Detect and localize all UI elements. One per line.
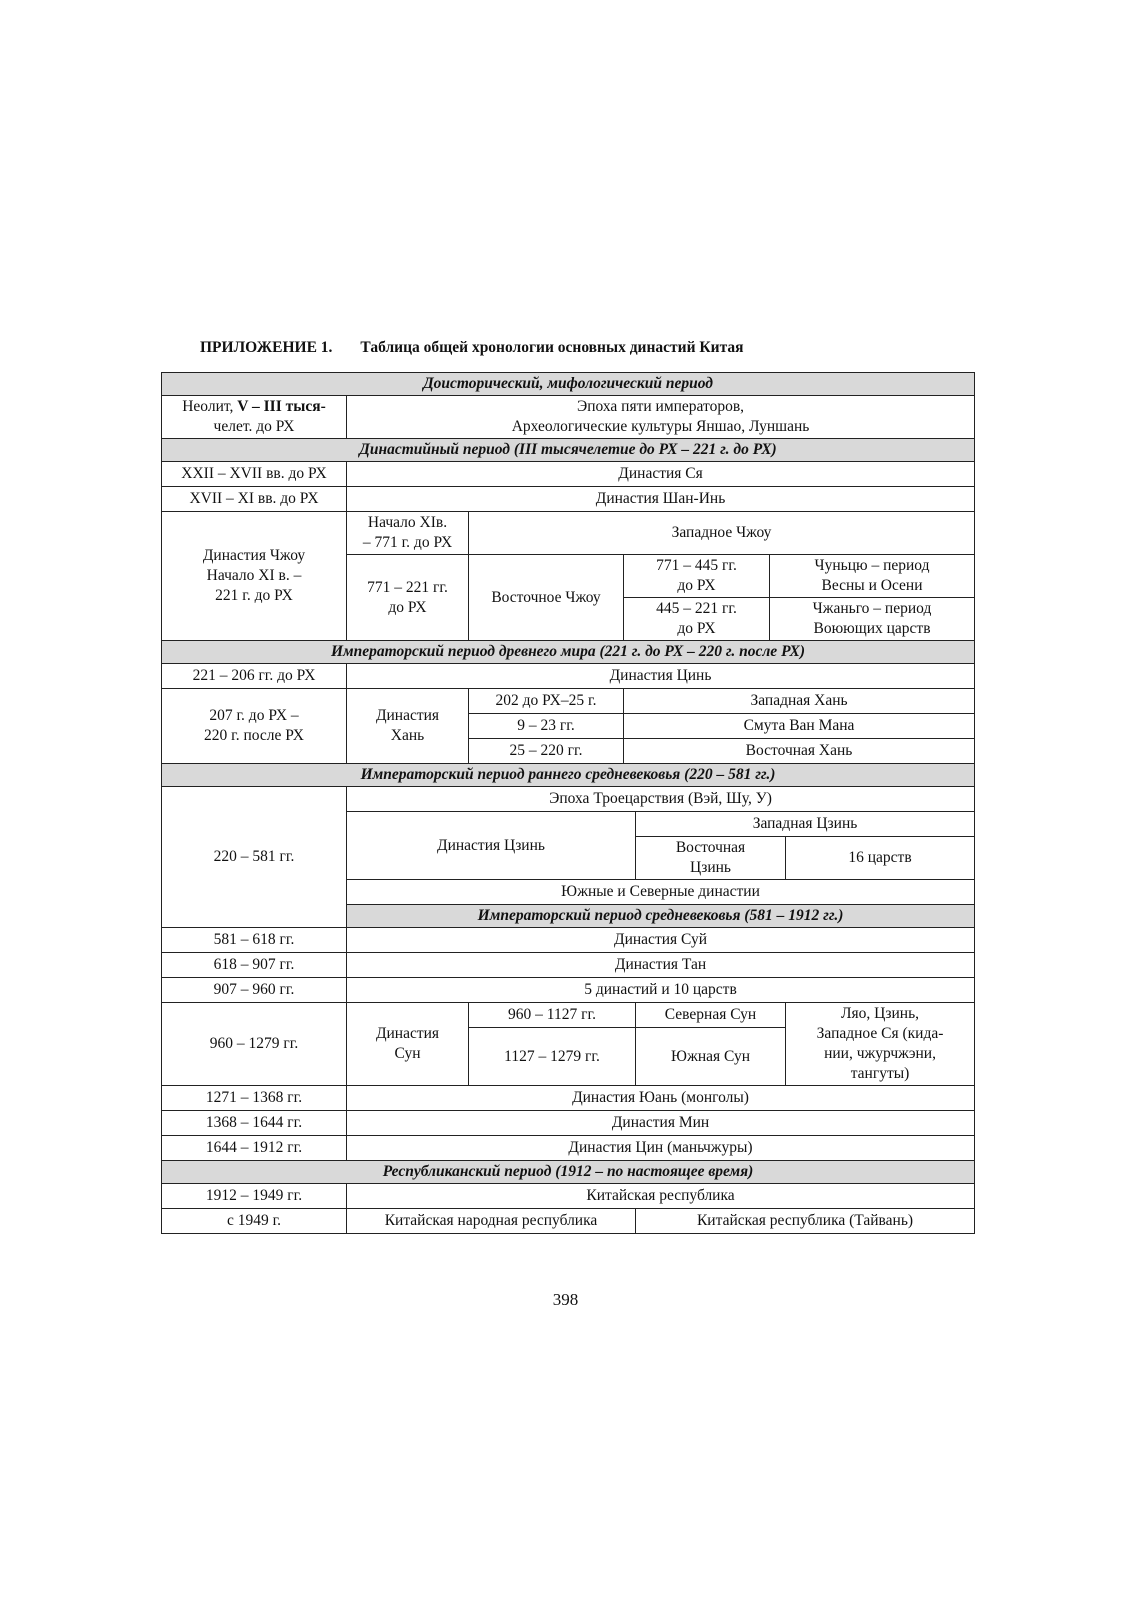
yuan-dynasty: Династия Юань (монголы) xyxy=(347,1086,975,1111)
appendix-heading xyxy=(200,339,744,357)
chronology-table xyxy=(161,372,975,1234)
sui-dynasty: Династия Суй xyxy=(347,928,975,953)
table-row xyxy=(162,664,975,689)
three-kingdoms: Эпоха Троецарствия (Вэй, Шу, У) xyxy=(347,787,975,812)
song-dynasty: Династия Сун xyxy=(347,1003,469,1086)
table-row xyxy=(162,396,975,439)
appendix-title: Таблица общей хронологии основных династий Китая xyxy=(360,339,744,356)
table-row xyxy=(162,1161,975,1184)
eastern-han-dates: 25 – 220 гг. xyxy=(469,739,624,764)
early-medieval-dates: 220 – 581 гг. xyxy=(162,787,347,928)
table-row xyxy=(162,462,975,487)
western-han: Западная Хань xyxy=(624,689,975,714)
prc-dates: с 1949 г. xyxy=(162,1209,347,1234)
spring-autumn-period: Чуньцю – период Весны и Осени xyxy=(770,555,975,598)
table-row xyxy=(162,1086,975,1111)
table-row xyxy=(162,1184,975,1209)
table-row xyxy=(162,439,975,462)
tang-dates: 618 – 907 гг. xyxy=(162,953,347,978)
liao-jin-xia: Ляо, Цзинь, Западное Ся (кида- нии, чжурчжэни, тангуты) xyxy=(786,1003,975,1086)
table-row xyxy=(162,978,975,1003)
appendix-number: ПРИЛОЖЕНИЕ 1. xyxy=(200,339,333,356)
neolith-dates: Неолит, V – III тыся- челет. до РХ xyxy=(162,396,347,439)
section-dynastic: Династийный период (III тысячелетие до РХ – 221 г. до РХ) xyxy=(162,439,975,462)
yuan-dates: 1271 – 1368 гг. xyxy=(162,1086,347,1111)
table-row xyxy=(162,953,975,978)
ming-dynasty: Династия Мин xyxy=(347,1111,975,1136)
table-row xyxy=(162,641,975,664)
warring-states-dates: 445 – 221 гг. до РХ xyxy=(624,598,770,641)
qin-dates: 221 – 206 гг. до РХ xyxy=(162,664,347,689)
table-row xyxy=(162,689,975,714)
sixteen-kingdoms: 16 царств xyxy=(786,837,975,880)
table-row xyxy=(162,928,975,953)
xia-dynasty: Династия Ся xyxy=(347,462,975,487)
eastern-jin: Восточная Цзинь xyxy=(636,837,786,880)
qing-dynasty: Династия Цин (маньчжуры) xyxy=(347,1136,975,1161)
eastern-zhou-dates: 771 – 221 гг. до РХ xyxy=(347,555,469,641)
table-row xyxy=(162,787,975,812)
section-republican: Республиканский период (1912 – по настоящее время) xyxy=(162,1161,975,1184)
table-row xyxy=(162,1111,975,1136)
section-medieval: Императорский период средневековья (581 – 1912 гг.) xyxy=(347,905,975,928)
five-dynasties: 5 династий и 10 царств xyxy=(347,978,975,1003)
ming-dates: 1368 – 1644 гг. xyxy=(162,1111,347,1136)
eastern-zhou: Восточное Чжоу xyxy=(469,555,624,641)
jin-dynasty: Династия Цзинь xyxy=(347,812,636,880)
table-row xyxy=(162,373,975,396)
zhou-dynasty: Династия Чжоу Начало XI в. – 221 г. до РХ xyxy=(162,512,347,641)
roc-dates: 1912 – 1949 гг. xyxy=(162,1184,347,1209)
qing-dates: 1644 – 1912 гг. xyxy=(162,1136,347,1161)
western-zhou: Западное Чжоу xyxy=(469,512,975,555)
southern-song-dates: 1127 – 1279 гг. xyxy=(469,1028,636,1086)
republic-of-china: Китайская республика xyxy=(347,1184,975,1209)
han-dynasty: Династия Хань xyxy=(347,689,469,764)
eastern-han: Восточная Хань xyxy=(624,739,975,764)
peoples-republic: Китайская народная республика xyxy=(347,1209,636,1234)
section-early-medieval: Императорский период раннего средневековья (220 – 581 гг.) xyxy=(162,764,975,787)
southern-northern-dynasties: Южные и Северные династии xyxy=(347,880,975,905)
western-han-dates: 202 до РХ–25 г. xyxy=(469,689,624,714)
wang-mang-turmoil: Смута Ван Мана xyxy=(624,714,975,739)
wang-mang-dates: 9 – 23 гг. xyxy=(469,714,624,739)
spring-autumn-dates: 771 – 445 гг. до РХ xyxy=(624,555,770,598)
five-dynasties-dates: 907 – 960 гг. xyxy=(162,978,347,1003)
southern-song: Южная Сун xyxy=(636,1028,786,1086)
western-jin: Западная Цзинь xyxy=(636,812,975,837)
table-row xyxy=(162,487,975,512)
table-row xyxy=(162,1209,975,1234)
republic-taiwan: Китайская республика (Тайвань) xyxy=(636,1209,975,1234)
table-row xyxy=(162,1136,975,1161)
sui-dates: 581 – 618 гг. xyxy=(162,928,347,953)
song-dates: 960 – 1279 гг. xyxy=(162,1003,347,1086)
tang-dynasty: Династия Тан xyxy=(347,953,975,978)
han-dates: 207 г. до РХ – 220 г. после РХ xyxy=(162,689,347,764)
western-zhou-dates: Начало XIв. – 771 г. до РХ xyxy=(347,512,469,555)
table-row xyxy=(162,512,975,555)
shang-dates: XVII – XI вв. до РХ xyxy=(162,487,347,512)
section-prehistoric: Доисторический, мифологический период xyxy=(162,373,975,396)
shang-dynasty: Династия Шан-Инь xyxy=(347,487,975,512)
northern-song-dates: 960 – 1127 гг. xyxy=(469,1003,636,1028)
table-row xyxy=(162,764,975,787)
warring-states-period: Чжаньго – период Воюющих царств xyxy=(770,598,975,641)
qin-dynasty: Династия Цинь xyxy=(347,664,975,689)
xia-dates: XXII – XVII вв. до РХ xyxy=(162,462,347,487)
section-ancient-imperial: Императорский период древнего мира (221 г. до РХ – 220 г. после РХ) xyxy=(162,641,975,664)
page-number: 398 xyxy=(552,1290,579,1309)
emperors-era: Эпоха пяти императоров, Археологические культуры Яншао, Луншань xyxy=(347,396,975,439)
northern-song: Северная Сун xyxy=(636,1003,786,1028)
table-row xyxy=(162,1003,975,1028)
